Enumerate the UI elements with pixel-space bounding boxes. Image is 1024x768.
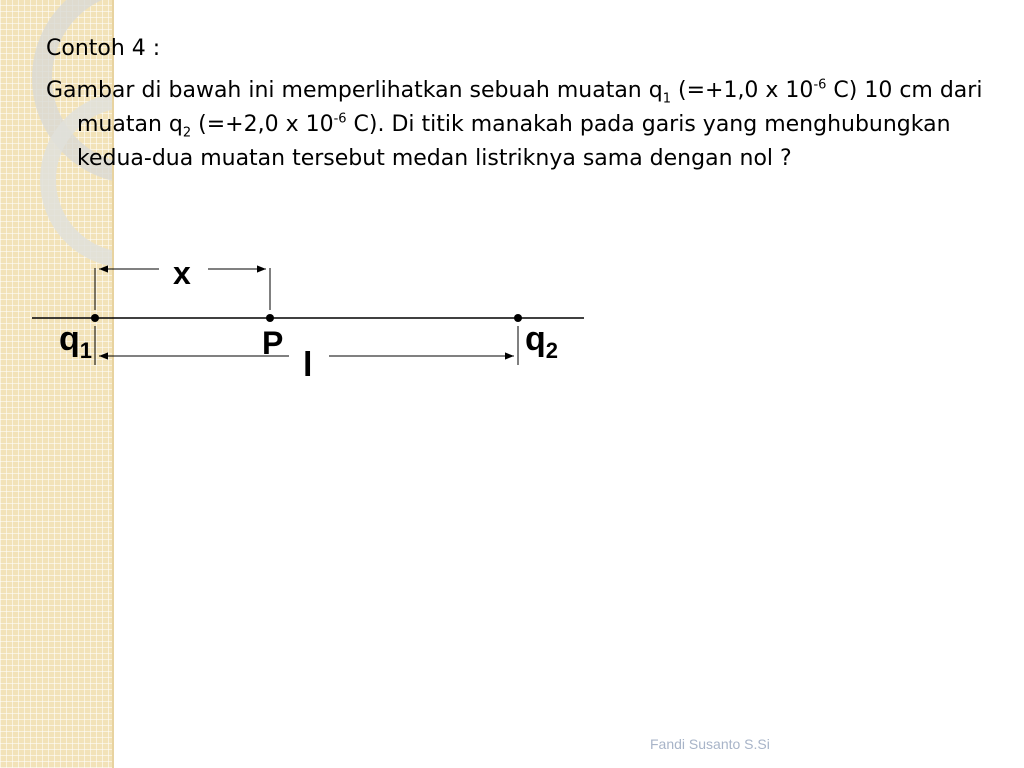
- problem-text-part-4: (=+2,0 x 10: [191, 112, 334, 137]
- q1-label-letter: q: [59, 320, 80, 358]
- problem-text-part-5: C). Di titik manakah pada garis yang menghubungkan kedua-dua muatan tersebut medan listriknya sama dengan nol ?: [77, 112, 951, 171]
- q2-label: [525, 320, 558, 363]
- slide-heading: Contoh 4 :: [46, 36, 161, 61]
- problem-text-part-1: Gambar di bawah ini memperlihatkan sebuah muatan q: [46, 78, 663, 103]
- p-label: P: [262, 325, 284, 361]
- q1-label-subscript: 1: [79, 338, 93, 363]
- problem-text-part-3: C) 10 cm dari muatan q: [77, 78, 983, 137]
- q2-subscript: 2: [182, 125, 192, 141]
- q1-subscript: 1: [662, 91, 671, 107]
- q2-label-subscript: 2: [545, 338, 559, 363]
- x-label: x: [173, 255, 191, 291]
- q1-label: [59, 320, 92, 363]
- problem-text-part-2: (=+1,0 x 10: [671, 78, 814, 103]
- exponent-1: -6: [813, 77, 827, 93]
- q2-point: [514, 314, 522, 322]
- l-label: l: [303, 346, 313, 384]
- q2-label-letter: q: [525, 320, 546, 358]
- q1-point: [91, 314, 99, 322]
- p-point: [266, 314, 274, 322]
- exponent-2: -6: [333, 111, 347, 127]
- footer-author: Fandi Susanto S.Si: [650, 736, 770, 752]
